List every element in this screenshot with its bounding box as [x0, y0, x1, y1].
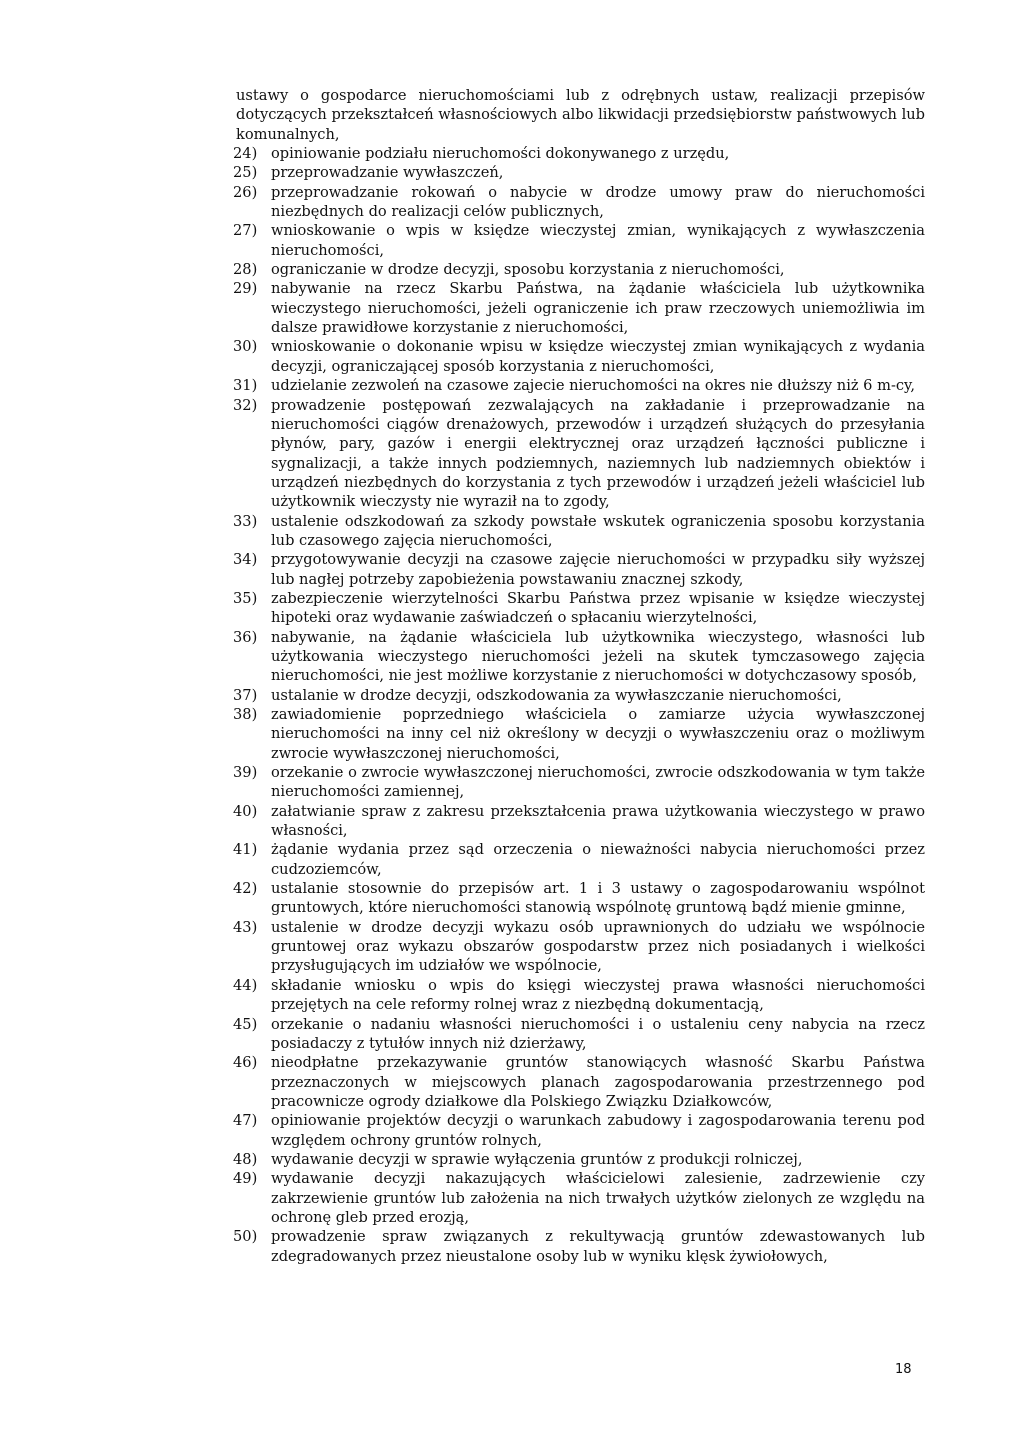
list-item	[233, 221, 925, 260]
item-number: 39)	[233, 764, 258, 782]
list-item	[233, 589, 925, 628]
list-item	[233, 1053, 925, 1111]
item-number: 31)	[233, 377, 258, 395]
list-item	[233, 396, 925, 512]
item-number: 46)	[233, 1054, 258, 1072]
item-number: 43)	[233, 918, 258, 936]
item-text: zabezpieczenie wierzytelności Skarbu Państwa przez wpisanie w księdze wieczystej hipoteki oraz wydawanie zaświadczeń o spłacaniu wierzytelności,	[271, 589, 925, 627]
item-number: 26)	[233, 183, 258, 201]
item-number: 50)	[233, 1228, 258, 1246]
list-item	[233, 918, 925, 976]
page-number: 18	[895, 1362, 912, 1377]
item-number: 33)	[233, 512, 258, 530]
item-text: składanie wniosku o wpis do księgi wieczystej prawa własności nieruchomości przejętych na cele reformy rolnej wraz z niezbędną dokumentacją,	[271, 976, 925, 1014]
list-item	[233, 144, 925, 163]
item-text: wydawanie decyzji nakazujących właścicielowi zalesienie, zadrzewienie czy zakrzewienie gruntów lub założenia na nich trwałych użytków zielonych ze względu na ochronę gleb przed erozją,	[271, 1170, 925, 1226]
list-item	[233, 802, 925, 841]
item-number: 40)	[233, 802, 258, 820]
list-item	[233, 512, 925, 551]
item-text: nabywanie na rzecz Skarbu Państwa, na żądanie właściciela lub użytkownika wieczystego nieruchomości, jeżeli ograniczenie ich praw rzeczowych uniemożliwia im dalsze prawidłowe korzystanie z nieruchomości,	[271, 280, 925, 337]
item-text: ustalenie odszkodowań za szkody powstałe wskutek ograniczenia sposobu korzystania lub czasowego zajęcia nieruchomości,	[271, 512, 925, 549]
item-text: opiniowanie projektów decyzji o warunkach zabudowy i zagospodarowania terenu pod względem ochrony gruntów rolnych,	[271, 1112, 925, 1149]
item-number: 27)	[233, 222, 258, 240]
list-item	[233, 840, 925, 879]
item-text: zawiadomienie poprzedniego właściciela o zamiarze użycia wywłaszczonej nieruchomości na inny cel niż określony w decyzji o wywłaszczeniu oraz o możliwym zwrocie wywłaszczonej nieruchomości,	[271, 706, 925, 762]
list-item	[233, 279, 925, 337]
list-item	[233, 705, 925, 763]
item-text: prowadzenie postępowań zezwalających na zakładanie i przeprowadzanie na nieruchomości ciągów drenażowych, przewodów i urządzeń służących do przesyłania płynów, pary, gazów i energii elektrycznej oraz urządzeń łączności publiczne i sygnalizacji, a także innych podziemnych, naziemnych lub nadziemnych obiektów i urządzeń niezbędnych do korzystania z tych przewodów i urządzeń jeżeli właściciel lub użytkownik wieczysty nie wyraził na to zgody,	[271, 396, 925, 511]
item-text: nieodpłatne przekazywanie gruntów stanowiących własność Skarbu Państwa przeznaczonych w miejscowych planach zagospodarowania przestrzennego pod pracownicze ogrody działkowe dla Polskiego Związku Działkowców,	[271, 1054, 925, 1110]
item-number: 24)	[233, 145, 258, 163]
item-number: 44)	[233, 976, 258, 994]
item-number: 38)	[233, 706, 258, 723]
intro-paragraph: ustawy o gospodarce nieruchomościami lub z odrębnych ustaw, realizacji przepisów dotyczących przekształceń własnościowych albo likwidacji przedsiębiorstw państwowych lub komunalnych,	[236, 87, 925, 143]
item-number: 45)	[233, 1015, 258, 1033]
list-item	[233, 376, 925, 395]
item-text: załatwianie spraw z zakresu przekształcenia prawa użytkowania wieczystego w prawo własności,	[271, 802, 925, 840]
item-number: 36)	[233, 628, 258, 646]
list-item	[233, 1111, 925, 1150]
item-text: wnioskowanie o wpis w księdze wieczystej zmian, wynikających z wywłaszczenia nieruchomości,	[271, 222, 925, 259]
list-item	[233, 976, 925, 1015]
item-number: 25)	[233, 164, 258, 182]
item-number: 41)	[233, 841, 258, 859]
item-number: 28)	[233, 261, 258, 279]
item-text: wnioskowanie o dokonanie wpisu w księdze wieczystej zmian wynikających z wydania decyzji, ograniczającej sposób korzystania z nieruchomości,	[271, 338, 925, 375]
item-text: przeprowadzanie wywłaszczeń,	[271, 164, 504, 182]
item-text: wydawanie decyzji w sprawie wyłączenia gruntów z produkcji rolniczej,	[271, 1150, 803, 1168]
item-text: udzielanie zezwoleń na czasowe zajecie nieruchomości na okres nie dłuższy niż 6 m-cy,	[271, 377, 915, 395]
item-text: żądanie wydania przez sąd orzeczenia o nieważności nabycia nieruchomości przez cudzoziemców,	[271, 841, 925, 878]
list-item	[233, 628, 925, 686]
item-number: 48)	[233, 1150, 258, 1168]
list-item	[233, 337, 925, 376]
list-item	[233, 686, 925, 705]
document-body	[233, 86, 925, 1266]
item-text: ograniczanie w drodze decyzji, sposobu korzystania z nieruchomości,	[271, 261, 785, 279]
list-item	[233, 1169, 925, 1227]
item-text: ustalanie w drodze decyzji, odszkodowania za wywłaszczanie nieruchomości,	[271, 686, 842, 704]
item-number: 32)	[233, 396, 258, 414]
list-item	[233, 550, 925, 589]
list-item	[233, 1015, 925, 1054]
list-item	[233, 879, 925, 918]
item-number: 29)	[233, 280, 258, 298]
item-text: orzekanie o zwrocie wywłaszczonej nieruchomości, zwrocie odszkodowania w tym także nieruchomości zamiennej,	[271, 764, 925, 801]
item-text: ustalanie stosownie do przepisów art. 1 i 3 ustawy o zagospodarowaniu wspólnot gruntowych, które nieruchomości stanowią wspólnotę gruntową bądź mienie gminne,	[271, 880, 925, 917]
numbered-list	[233, 144, 925, 1266]
list-item	[233, 260, 925, 279]
list-item	[233, 163, 925, 182]
list-item	[233, 763, 925, 802]
item-text: orzekanie o nadaniu własności nieruchomości i o ustaleniu ceny nabycia na rzecz posiadaczy z tytułów innych niż dzierżawy,	[271, 1015, 925, 1052]
item-text: opiniowanie podziału nieruchomości dokonywanego z urzędu,	[271, 145, 730, 163]
item-number: 34)	[233, 551, 258, 569]
item-number: 49)	[233, 1170, 258, 1188]
list-item	[233, 183, 925, 222]
list-item	[233, 1150, 925, 1169]
item-number: 37)	[233, 686, 258, 704]
item-number: 47)	[233, 1112, 258, 1130]
item-text: przygotowywanie decyzji na czasowe zajęcie nieruchomości w przypadku siły wyższej lub nagłej potrzeby zapobieżenia powstawaniu znacznej szkody,	[271, 551, 925, 588]
item-number: 35)	[233, 589, 258, 607]
item-text: ustalenie w drodze decyzji wykazu osób uprawnionych do udziału we wspólnocie gruntowej oraz wykazu obszarów gospodarstw przez nich posiadanych i wielkości przysługujących im udziałów we wspólnocie,	[271, 918, 925, 975]
item-number: 42)	[233, 880, 258, 898]
item-text: przeprowadzanie rokowań o nabycie w drodze umowy praw do nieruchomości niezbędnych do realizacji celów publicznych,	[271, 183, 925, 221]
item-number: 30)	[233, 338, 258, 356]
list-item	[233, 1227, 925, 1266]
item-text: prowadzenie spraw związanych z rekultywacją gruntów zdewastowanych lub zdegradowanych przez nieustalone osoby lub w wyniku klęsk żywiołowych,	[271, 1228, 925, 1265]
item-text: nabywanie, na żądanie właściciela lub użytkownika wieczystego, własności lub użytkowania wieczystego nieruchomości jeżeli na skutek tymczasowego zajęcia nieruchomości, nie jest możliwe korzystanie z nieruchomości w dotychczasowy sposób,	[271, 628, 925, 685]
